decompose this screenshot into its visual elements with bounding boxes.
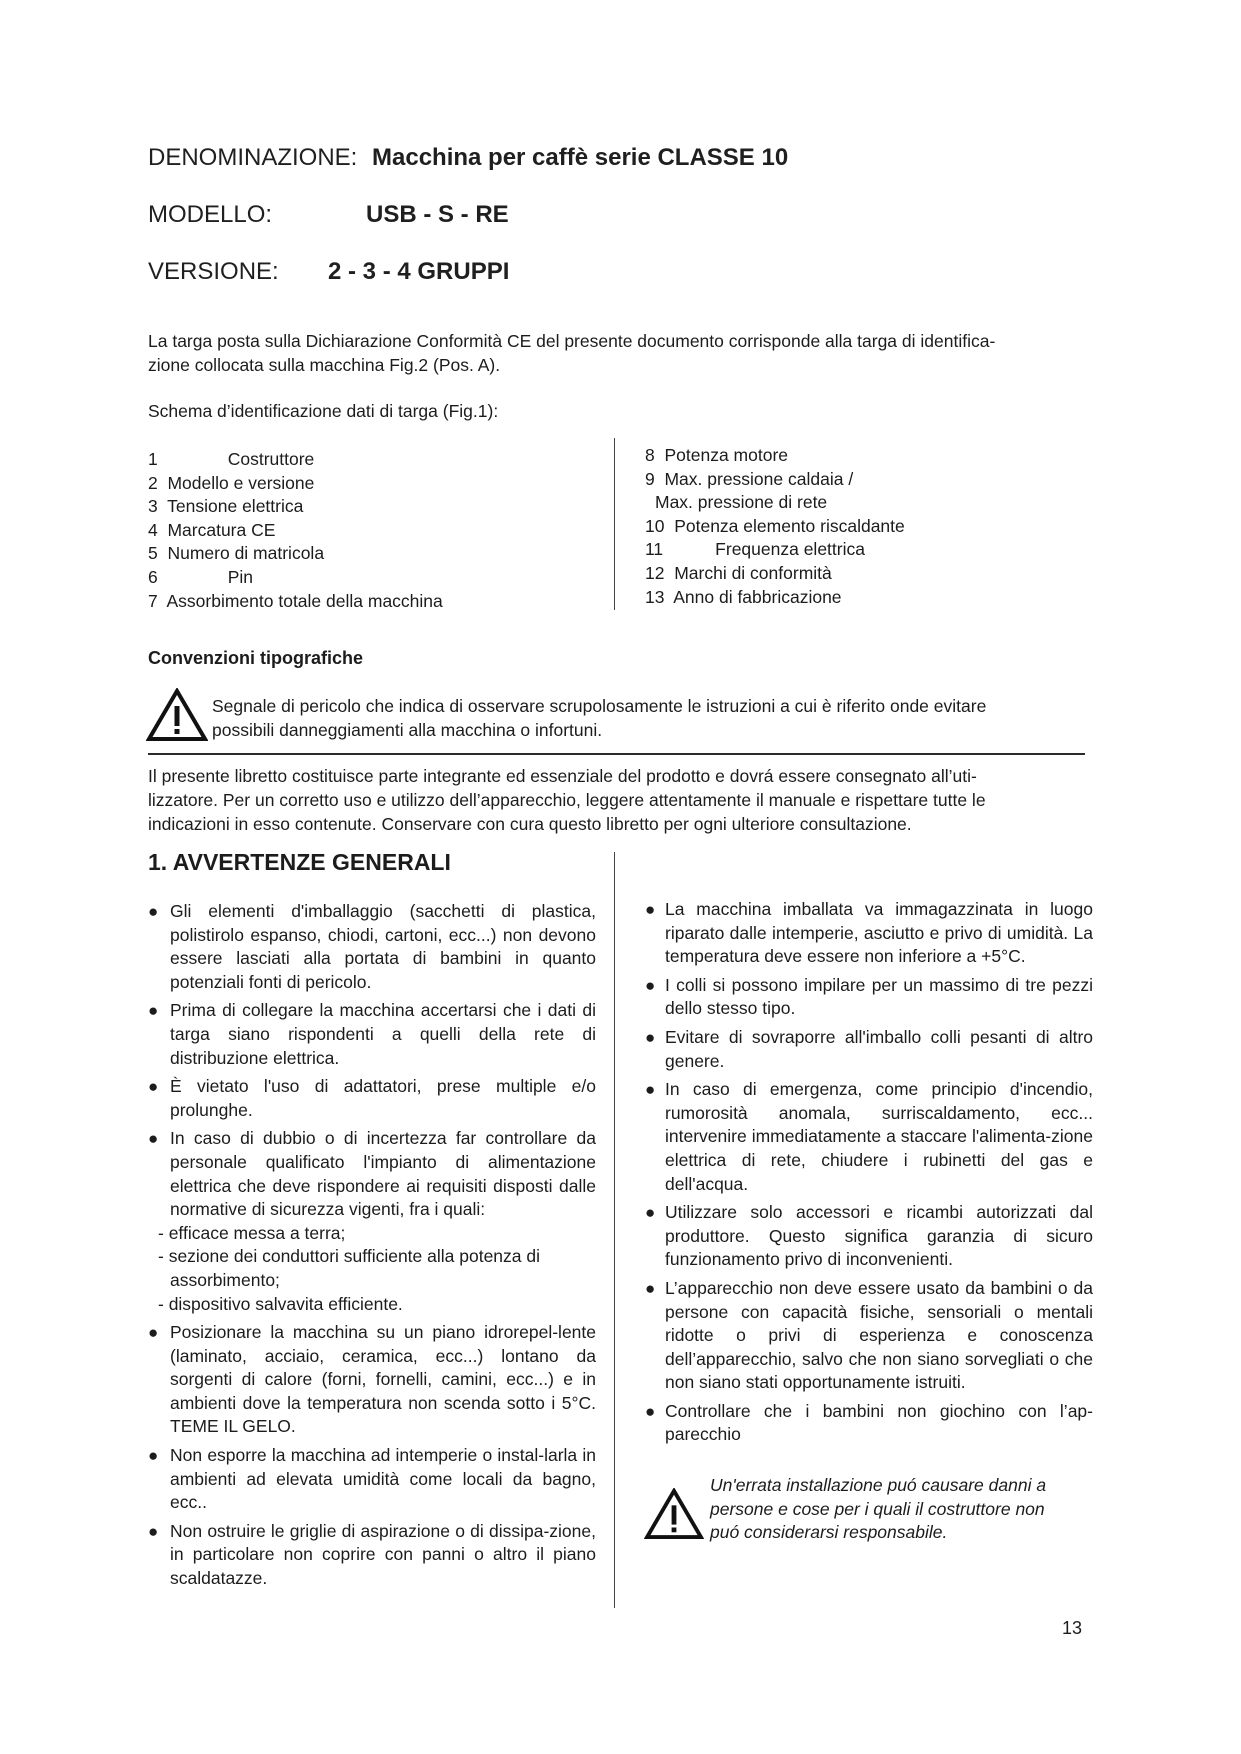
list-item: 8 Potenza motore [645, 445, 789, 465]
modello-value: USB - S - RE [366, 201, 509, 228]
list-item: ● Utilizzare solo accessori e ricambi autorizzati dal produttore. Questo significa garanzia di sicuro funzionamento privo di inconvenienti. [645, 1202, 1093, 1270]
warning-triangle-icon [644, 1488, 704, 1540]
conventions-title: Convenzioni tipografiche [148, 648, 364, 668]
bullet-icon: ● [148, 1001, 159, 1021]
conventions-line: Segnale di pericolo che indica di osservare scrupolosamente le istruzioni a cui è riferito onde evitare [212, 696, 987, 716]
list-item: ● I colli si possono impilare per un massimo di tre pezzi dello stesso tipo. [645, 974, 1093, 1019]
warning-text [710, 1474, 1110, 1545]
list-item: 10 Potenza elemento riscaldante [645, 515, 905, 536]
list-item: 6 Pin [148, 566, 254, 587]
list-item: ● In caso di dubbio o di incertezza far controllare da personale qualificato l'impianto di alimentazione elettrica che deve rispondere ai requisiti disposti dalle normative di sicurezza vigenti, fra i quali: [148, 1128, 596, 1220]
conventions-text [212, 694, 1092, 742]
sub-item: - sezione dei conduttori sufficiente alla potenza di [158, 1246, 541, 1267]
intro-line: zione collocata sulla macchina Fig.2 (Pos. A). [148, 355, 501, 375]
sub-list [148, 1222, 596, 1316]
versione-label: VERSIONE: [148, 258, 279, 285]
bullet-icon: ● [645, 1278, 656, 1298]
list-item: ● Controllare che i bambini non giochino con l’ap-parecchio [645, 1400, 1093, 1445]
bullet-icon: ● [148, 1521, 159, 1541]
list-item: ● È vietato l'uso di adattatori, prese multiple e/o prolunghe. [148, 1076, 596, 1120]
list-item: 2 Modello e versione [148, 472, 315, 493]
warning-line: Un'errata installazione puó causare danni a [710, 1475, 1047, 1495]
section-title: 1. AVVERTENZE GENERALI [148, 849, 451, 875]
list-item: ● Gli elementi d'imballaggio (sacchetti di plastica, polistirolo espanso, chiodi, cartoni, ecc...) non devono essere lasciati alla portata di bambini in quanto potenziali fonti di pericolo. [148, 901, 596, 992]
denominazione-label: DENOMINAZIONE: [148, 144, 358, 171]
denominazione-value: Macchina per caffè serie CLASSE 10 [372, 144, 789, 171]
left-column [148, 900, 596, 1596]
modello-label: MODELLO: [148, 201, 273, 228]
schema-caption: Schema d’identificazione dati di targa (Fig.1): [148, 401, 499, 421]
bullet-icon: ● [148, 1077, 159, 1097]
page-number: 13 [1062, 1618, 1083, 1638]
list-item: ● Posizionare la macchina su un piano idrorepel-lente (laminato, acciaio, ceramica, ecc...) lontano da sorgenti di calore (forni, fornelli, camini, ecc...) e in ambienti dove la temperatura non scenda sotto i 5°C. TEME IL GELO. [148, 1322, 596, 1437]
warning-line: puó considerarsi responsabile. [710, 1522, 948, 1543]
list-item: 7 Assorbimento totale della macchina [148, 590, 443, 611]
list-item: ● La macchina imballata va immagazzinata in luogo riparato dalle intemperie, asciutto e privo di umidità. La temperatura deve essere non inferiore a +5°C. [645, 899, 1093, 967]
list-item: ● Prima di collegare la macchina accertarsi che i dati di targa siano rispondenti a quelli della rete di distribuzione elettrica. [148, 1000, 596, 1068]
bullet-icon: ● [148, 1129, 159, 1149]
targa-list-right [645, 444, 1065, 609]
note-line: lizzatore. Per un corretto uso e utilizzo dell’apparecchio, leggere attentamente il manuale e rispettare tutte le [148, 790, 986, 810]
note-paragraph [148, 764, 1098, 836]
right-column [645, 898, 1093, 1452]
list-item: 11 Frequenza elettrica [645, 539, 865, 560]
list-divider [614, 438, 615, 610]
bullet-icon: ● [645, 1203, 656, 1223]
list-item: Max. pressione di rete [655, 492, 828, 513]
bullet-icon: ● [148, 1323, 159, 1343]
warning-triangle-icon [146, 688, 208, 742]
list-item: ● In caso di emergenza, come principio d'incendio, rumorosità anomala, surriscaldamento, ecc... intervenire immediatamente a staccare l'alimenta-zione elettrica di rete, chiudere i rubinetti del gas e dell'acqua. [645, 1079, 1093, 1194]
list-item: 3 Tensione elettrica [148, 496, 304, 517]
sub-item: - dispositivo salvavita efficiente. [158, 1293, 403, 1314]
warning-line: persone e cose per i quali il costruttore non [710, 1498, 1045, 1519]
list-item: ● Non esporre la macchina ad intemperie o instal-larla in ambienti ad elevata umidità come locali da bagno, ecc.. [148, 1445, 596, 1513]
list-item: 4 Marcatura CE [148, 519, 276, 540]
list-item: ● Evitare di sovraporre all'imballo colli pesanti di altro genere. [645, 1026, 1093, 1071]
list-item: ● Non ostruire le griglie di aspirazione o di dissipa-zione, in particolare non coprire con panni o altro il piano scaldatazze. [148, 1520, 596, 1589]
conventions-line: possibili danneggiamenti alla macchina o infortuni. [212, 720, 603, 740]
list-item: 1 Costruttore [148, 449, 315, 469]
bullet-icon: ● [645, 975, 656, 995]
bullet-icon: ● [148, 1446, 159, 1466]
column-divider [614, 852, 615, 1608]
horizontal-divider [148, 753, 1085, 755]
note-line: Il presente libretto costituisce parte integrante ed essenziale del prodotto e dovrá essere consegnato all’uti- [148, 766, 977, 786]
intro-line: La targa posta sulla Dichiarazione Conformità CE del presente documento corrisponde alla targa di identifica- [148, 331, 996, 351]
bullet-icon: ● [645, 1027, 656, 1047]
targa-list-left [148, 448, 618, 613]
list-item: 9 Max. pressione caldaia / [645, 468, 854, 489]
bullet-icon: ● [645, 1080, 656, 1100]
intro-paragraph [148, 329, 1098, 377]
note-line: indicazioni in esso contenute. Conservare con cura questo libretto per ogni ulteriore consultazione. [148, 814, 912, 834]
list-item: 12 Marchi di conformità [645, 562, 832, 583]
bullet-icon: ● [645, 900, 656, 919]
list-item: 13 Anno di fabbricazione [645, 586, 842, 607]
sub-item: assorbimento; [170, 1269, 280, 1290]
bullet-icon: ● [148, 902, 159, 921]
versione-value: 2 - 3 - 4 GRUPPI [328, 258, 510, 285]
bullet-icon: ● [645, 1401, 656, 1421]
list-item: ● L’apparecchio non deve essere usato da bambini o da persone con capacità fisiche, sensoriali o mentali ridotte o privi di esperienza e conoscenza dell’apparecchio, salvo che non siano sorvegliati o che non siano stati opportunamente istruiti. [645, 1277, 1093, 1393]
list-item: 5 Numero di matricola [148, 543, 325, 564]
sub-item: - efficace messa a terra; [158, 1222, 346, 1243]
